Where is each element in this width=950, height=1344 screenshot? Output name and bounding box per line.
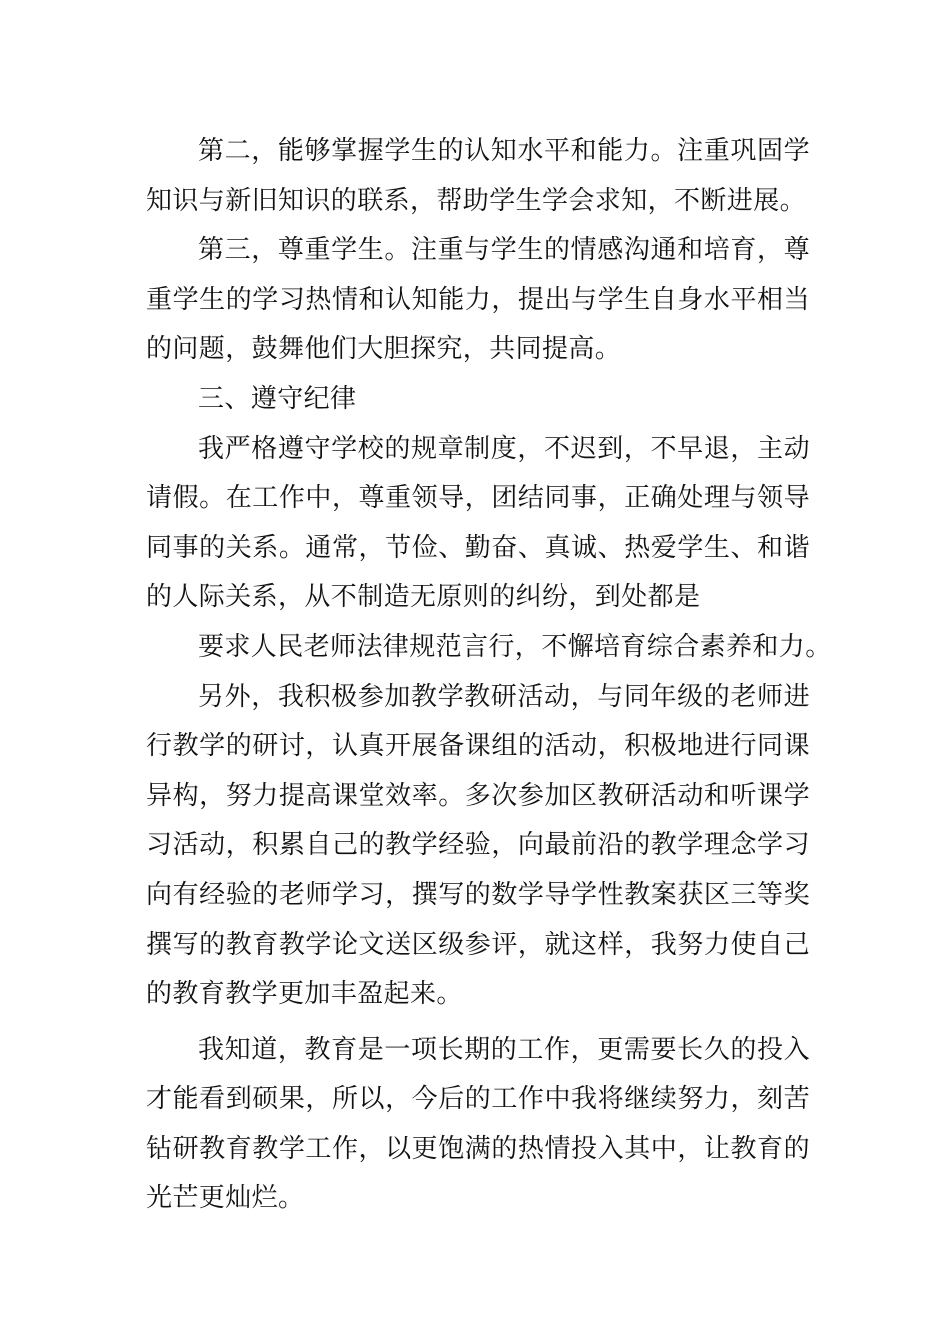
text-line: 才能看到硕果，所以，今后的工作中我将继续努力，刻苦 (146, 1084, 810, 1115)
text-line: 另外，我积极参加教学教研活动，与同年级的老师进 (198, 681, 810, 712)
paragraph-conclusion (146, 1026, 810, 1224)
text-line: 第三，尊重学生。注重与学生的情感沟通和培育，尊 (198, 235, 810, 266)
text-line: 的人际关系，从不制造无原则的纠纷，到处都是 (146, 582, 701, 613)
text-line: 的问题，鼓舞他们大胆探究，共同提高。 (146, 334, 622, 365)
document-body (146, 127, 832, 1224)
text-line: 我知道，教育是一项长期的工作，更需要长久的投入 (198, 1034, 810, 1065)
paragraph-teaching-cognition (146, 127, 810, 226)
text-line: 光芒更灿烂。 (146, 1183, 305, 1214)
text-line: 同事的关系。通常，节俭、勤奋、真诚、热爱学生、和谐 (146, 532, 810, 563)
text-line: 的教育教学更加丰盈起来。 (146, 979, 463, 1010)
paragraph-teacher-conduct (146, 623, 832, 673)
text-line: 重学生的学习热情和认知能力，提出与学生自身水平相当 (146, 284, 810, 315)
text-line: 撰写的教育教学论文送区级参评，就这样，我努力使自己 (146, 929, 810, 960)
text-line: 习活动，积累自己的教学经验，向最前沿的教学理念学习 (146, 830, 810, 861)
text-line: 要求人民老师法律规范言行，不懈培育综合素养和力。 (198, 631, 832, 662)
text-line: 向有经验的老师学习，撰写的数学导学性教案获区三等奖 (146, 879, 810, 910)
paragraph-teaching-research (146, 673, 810, 1020)
text-line: 请假。在工作中，尊重领导，团结同事，正确处理与领导 (146, 483, 810, 514)
text-line: 行教学的研讨，认真开展备课组的活动，积极地进行同课 (146, 731, 810, 762)
text-line: 知识与新旧知识的联系，帮助学生学会求知，不断进展。 (146, 185, 807, 216)
section-heading: 三、遵守纪律 (198, 383, 357, 414)
paragraph-respect-students (146, 226, 810, 375)
paragraph-school-rules (146, 425, 810, 623)
text-line: 第二，能够掌握学生的认知水平和能力。注重巩固学 (198, 136, 810, 166)
text-line: 钻研教育教学工作，以更饱满的热情投入其中，让教育的 (146, 1133, 810, 1164)
section-heading-discipline (146, 375, 810, 425)
text-line: 异构，努力提高课堂效率。多次参加区教研活动和听课学 (146, 780, 810, 811)
text-line: 我严格遵守学校的规章制度，不迟到，不早退，主动 (198, 433, 810, 464)
